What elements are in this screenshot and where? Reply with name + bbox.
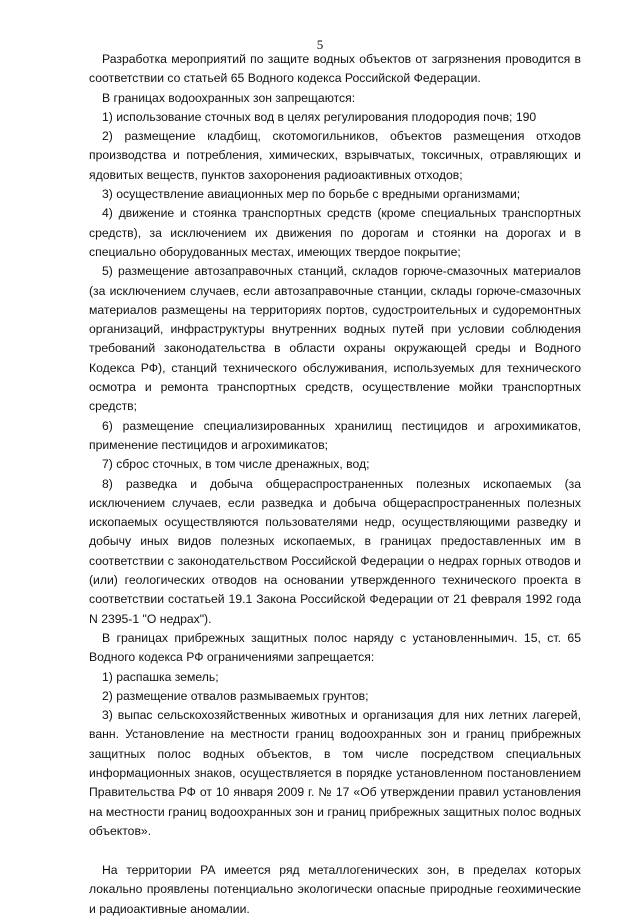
- list-item: 1) использование сточных вод в целях регулирования плодородия почв; 190: [102, 109, 537, 124]
- list-item: 3) выпас сельскохозяйственных животных и организация для них летних лагерей, ванн. Установление на местности границ водоохранных зон и границ прибрежных защитных полос водных объектов, в том числе посредством специальных информационных знаков, осуществляется в порядке установленном постановлением Правительства РФ от 10 января 2009 г. № 17 «Об утверждении правил установления на местности границ водоохранных зон и границ прибрежных защитных полос водных объектов».: [89, 708, 581, 838]
- list-item: 2) размещение кладбищ, скотомогильников, объектов размещения отходов производства и потребления, химических, взрывчатых, токсичных, отравляющих и ядовитых веществ, пунктов захоронения радиоактивных отходов;: [89, 129, 581, 182]
- list-item: 4) движение и стоянка транспортных средств (кроме специальных транспортных средств), за исключением их движения по дорогам и стоянки на дорогах и в специально оборудованных местах, имеющих твердое покрытие;: [89, 206, 581, 259]
- paragraph-water-zones-heading: В границах водоохранных зон запрещаются:: [102, 90, 356, 105]
- list-item: 8) разведка и добыча общераспространенных полезных ископаемых (за исключением случаев, если разведка и добыча общераспространенных полезных ископаемых осуществляются пользователями недр, осуществляющими разведку и добычу иных видов полезных ископаемых, в границах предоставленных им в соответствии с законодательством Российской Федерации о недрах горных отводов и (или) геологических отводов на основании утвержденного технического проекта в соответствии состатьей 19.1 Закона Российской Федерации от 21 февраля 1992 года N 2395-1 "О недрах").: [89, 476, 581, 626]
- body-text: [89, 50, 581, 919]
- list-item: 1) распашка земель;: [102, 669, 219, 684]
- list-item: 5) размещение автозаправочных станций, складов горюче-смазочных материалов (за исключением случаев, если автозаправочные станции, склады горюче-смазочных материалов размещены на территориях портов, судостроительных и судоремонтных организаций, инфраструктуры внутренних водных путей при условии соблюдения требований законодательства в области охраны окружающей среды и Водного Кодекса РФ), станций технического обслуживания, используемых для технического осмотра и ремонта транспортных средств, осуществление мойки транспортных средств;: [89, 264, 581, 414]
- paragraph-intro: Разработка мероприятий по защите водных объектов от загрязнения проводится в соответствии со статьей 65 Водного кодекса Российской Федерации.: [89, 52, 581, 86]
- paragraph-metallogenic-zones: На территории РА имеется ряд металлогенических зон, в пределах которых локально проявлены потенциально экологически опасные природные геохимические и радиоактивные аномалии.: [89, 863, 581, 916]
- page-number: 5: [316, 37, 324, 52]
- paragraph-coastal-strips-heading: В границах прибрежных защитных полос наряду с установленнымич. 15, ст. 65 Водного кодекса РФ ограничениями запрещается:: [89, 630, 581, 665]
- list-item: 7) сброс сточных, в том числе дренажных, вод;: [102, 457, 370, 472]
- list-item: 6) размещение специализированных хранилищ пестицидов и агрохимикатов, применение пестицидов и агрохимикатов;: [89, 418, 581, 452]
- list-item: 2) размещение отвалов размываемых грунтов;: [102, 688, 369, 703]
- list-item: 3) осуществление авиационных мер по борьбе с вредными организмами;: [102, 187, 521, 202]
